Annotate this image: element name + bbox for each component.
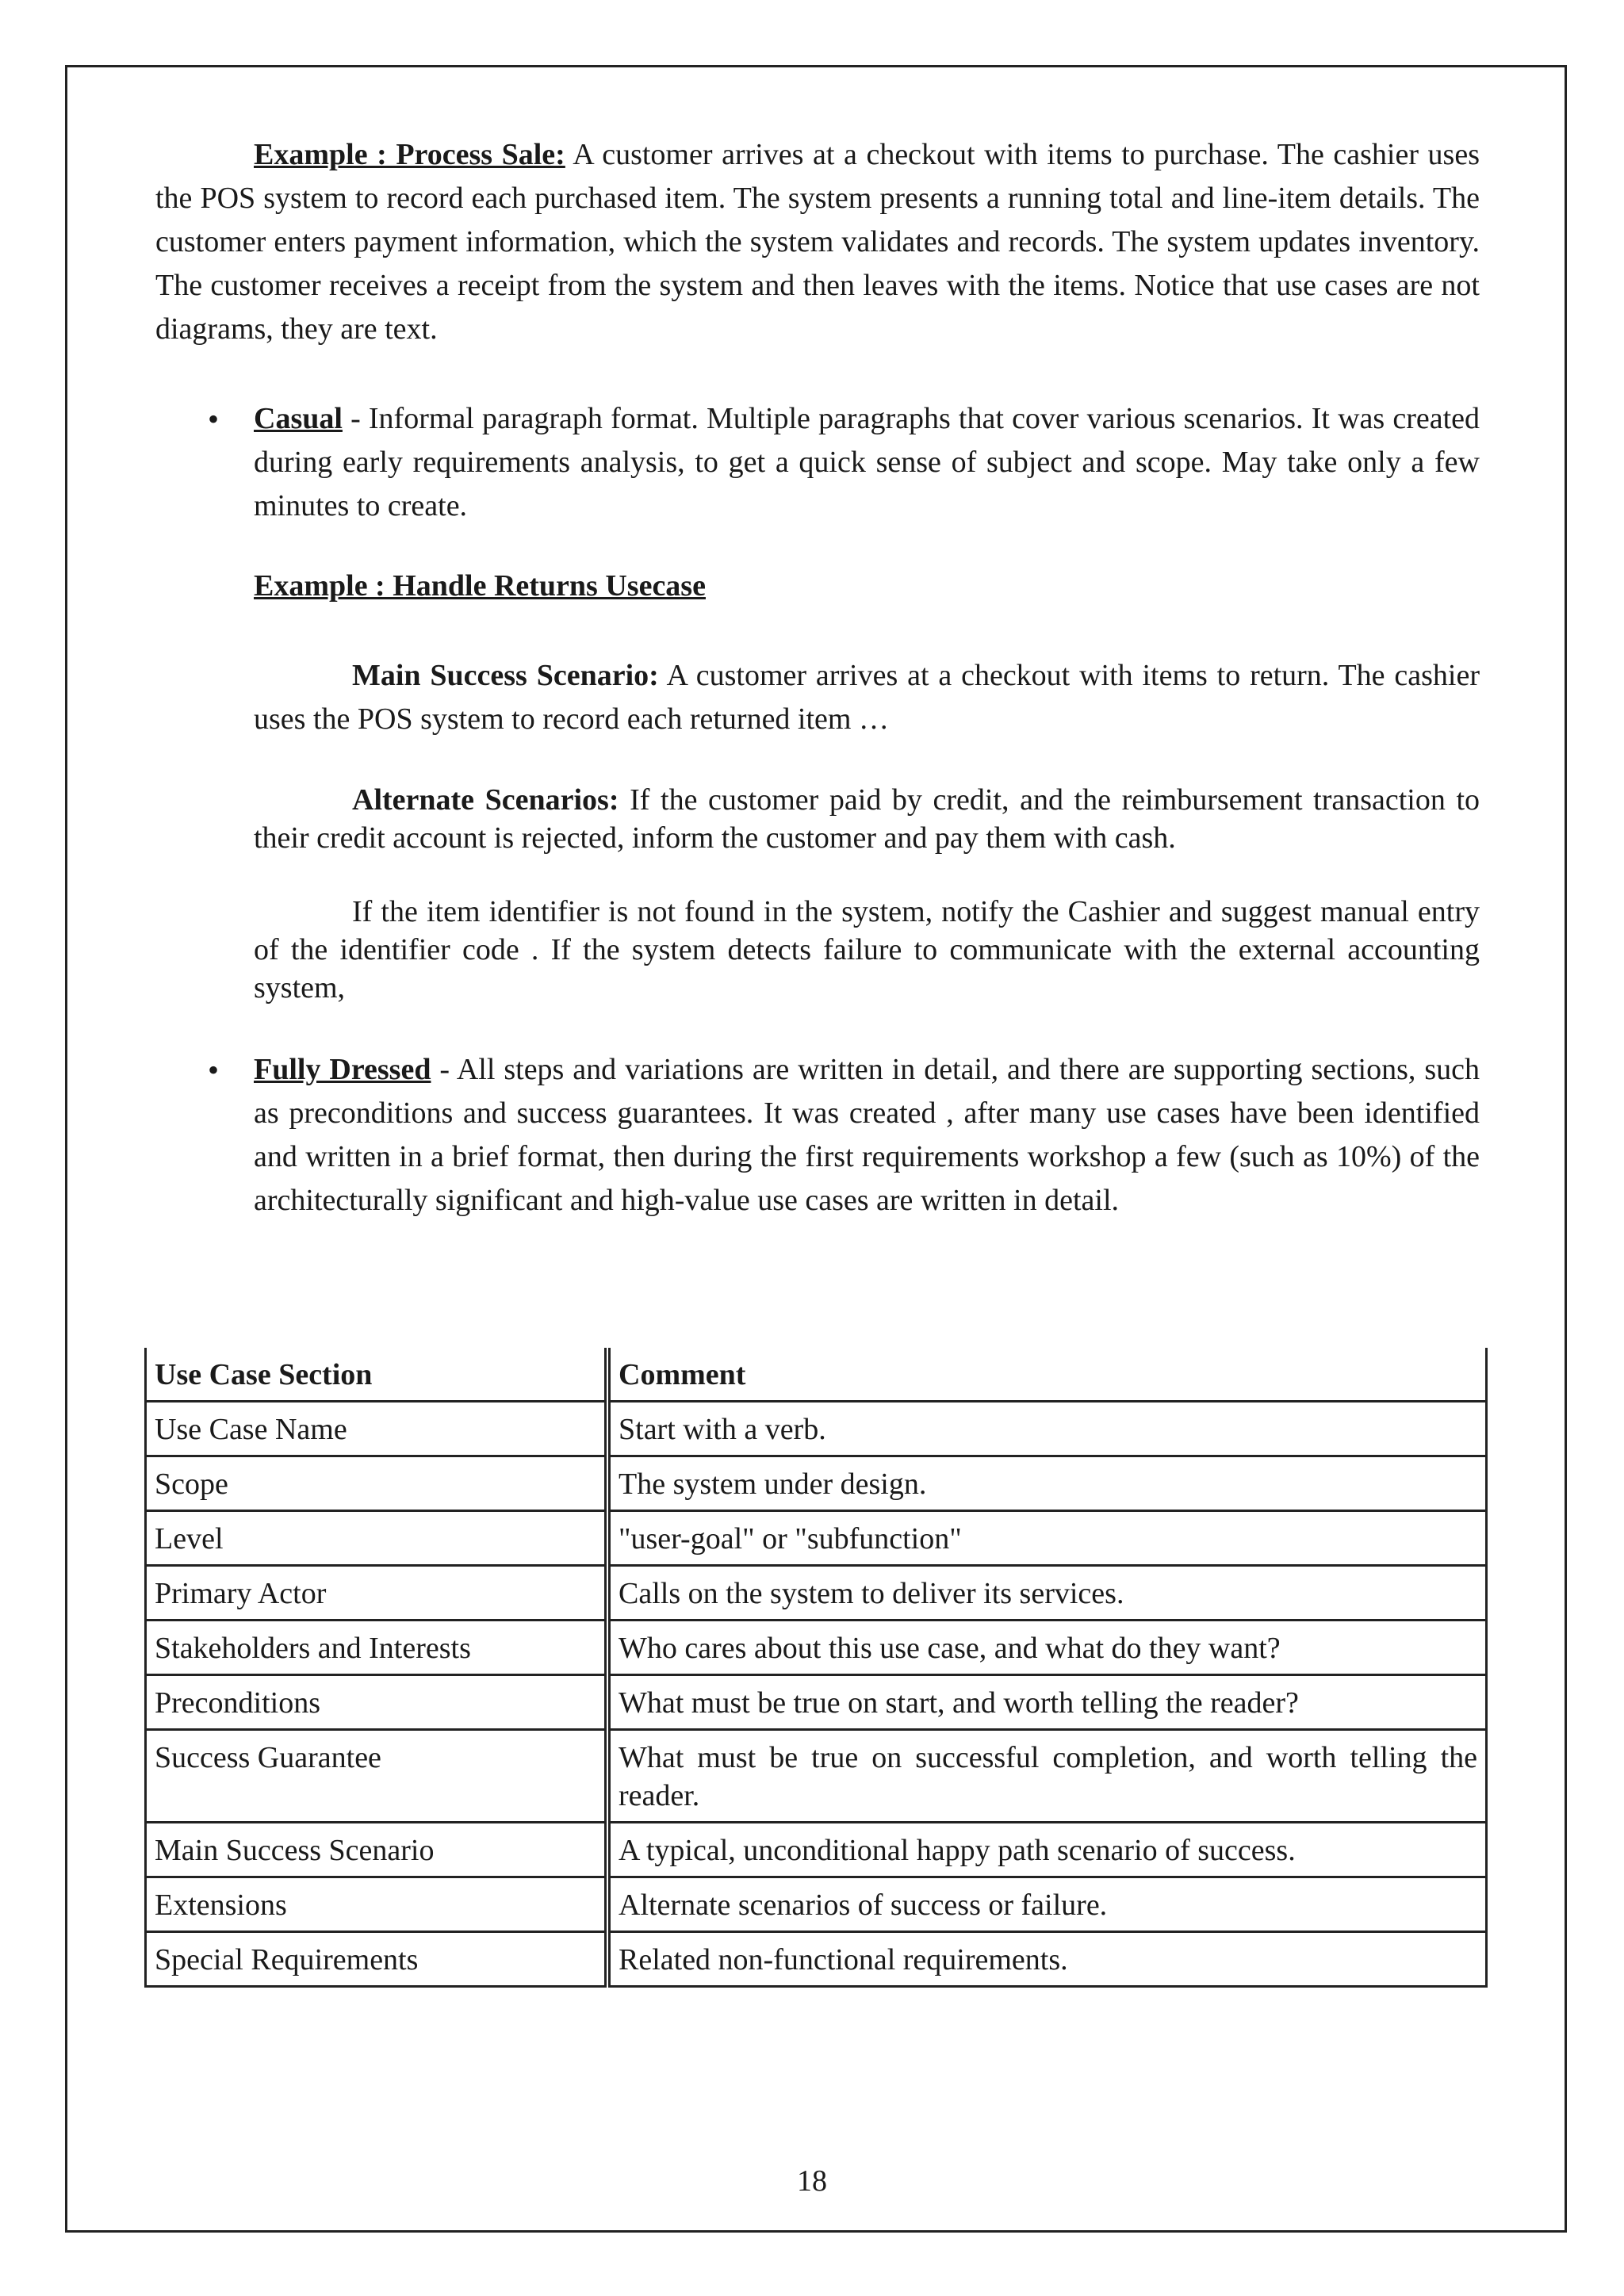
table-row bbox=[146, 1566, 1487, 1621]
alternate-scenarios-text: If the customer paid by credit, and the reimbursement transaction to their credit account is rejected, inform the customer and pay them with cash. bbox=[254, 783, 1480, 855]
table-cell-comment: Who cares about this use case, and what do they want? bbox=[607, 1621, 1487, 1675]
table-header-comment: Comment bbox=[607, 1348, 1487, 1402]
table-row bbox=[146, 1675, 1487, 1730]
table-cell-section: Use Case Name bbox=[146, 1402, 608, 1456]
casual-paragraph bbox=[254, 397, 1480, 528]
table-cell-section: Scope bbox=[146, 1456, 608, 1511]
fully-dressed-bullet: • bbox=[208, 1052, 220, 1088]
main-success-text: A customer arrives at a checkout with items to return. The cashier uses the POS system to record each returned item … bbox=[254, 659, 1480, 736]
use-case-sections-table bbox=[144, 1348, 1488, 1988]
page-number: 18 bbox=[797, 2164, 827, 2198]
casual-text: - Informal paragraph format. Multiple paragraphs that cover various scenarios. It was created during early requirements analysis, to get a quick sense of subject and scope. May take only a few minutes to create. bbox=[254, 402, 1480, 522]
fully-dressed-paragraph bbox=[254, 1048, 1480, 1223]
table-cell-section: Preconditions bbox=[146, 1675, 608, 1730]
table-cell-comment: A typical, unconditional happy path scenario of success. bbox=[607, 1823, 1487, 1877]
table-header-row bbox=[146, 1348, 1487, 1402]
fully-dressed-text: - All steps and variations are written in detail, and there are supporting sections, such as preconditions and success guarantees. It was created , after many use cases have been identified and written in a brief format, then during the first requirements workshop a few (such as 10%) of the architecturally significant and high-value use cases are written in detail. bbox=[254, 1053, 1480, 1217]
table-row bbox=[146, 1621, 1487, 1675]
table-cell-section: Level bbox=[146, 1511, 608, 1566]
table-row bbox=[146, 1932, 1487, 1987]
table-cell-section: Extensions bbox=[146, 1877, 608, 1932]
intro-label: Example : Process Sale: bbox=[254, 138, 565, 171]
table-cell-comment: What must be true on start, and worth telling the reader? bbox=[607, 1675, 1487, 1730]
table-cell-comment: Start with a verb. bbox=[607, 1402, 1487, 1456]
table-cell-section: Success Guarantee bbox=[146, 1730, 608, 1823]
table-row bbox=[146, 1456, 1487, 1511]
table-header-section: Use Case Section bbox=[146, 1348, 608, 1402]
table-cell-comment: Alternate scenarios of success or failure. bbox=[607, 1877, 1487, 1932]
alternate-scenarios-paragraph-2: If the item identifier is not found in the system, notify the Cashier and suggest manual entry of the identifier code . If the system detects failure to communicate with the external accounting system, bbox=[254, 895, 1480, 1004]
table-row bbox=[146, 1823, 1487, 1877]
table-cell-section: Stakeholders and Interests bbox=[146, 1621, 608, 1675]
table-row bbox=[146, 1511, 1487, 1566]
fully-dressed-label: Fully Dressed bbox=[254, 1053, 431, 1086]
table-cell-comment: Calls on the system to deliver its services. bbox=[607, 1566, 1487, 1621]
casual-bullet: • bbox=[208, 401, 220, 437]
handle-returns-heading: Example : Handle Returns Usecase bbox=[254, 569, 706, 603]
table-row bbox=[146, 1877, 1487, 1932]
table-cell-section: Special Requirements bbox=[146, 1932, 608, 1987]
main-success-paragraph bbox=[254, 654, 1480, 741]
table-cell-comment: "user-goal" or "subfunction" bbox=[607, 1511, 1487, 1566]
intro-text: A customer arrives at a checkout with items to purchase. The cashier uses the POS system to record each purchased item. The system presents a running total and line-item details. The customer enters payment information, which the system validates and records. The system updates inventory. The customer receives a receipt from the system and then leaves with the items. Notice that use cases are not diagrams, they are text. bbox=[155, 138, 1480, 346]
main-success-label: Main Success Scenario: bbox=[352, 659, 659, 692]
table-row bbox=[146, 1730, 1487, 1823]
table-cell-comment: Related non-functional requirements. bbox=[607, 1932, 1487, 1987]
table-row bbox=[146, 1402, 1487, 1456]
alternate-scenarios-paragraph bbox=[254, 781, 1480, 857]
alternate-scenarios-label: Alternate Scenarios: bbox=[352, 783, 619, 817]
casual-label: Casual bbox=[254, 402, 343, 435]
table-cell-section: Primary Actor bbox=[146, 1566, 608, 1621]
table-cell-comment: What must be true on successful completion, and worth telling the reader. bbox=[607, 1730, 1487, 1823]
table-cell-comment: The system under design. bbox=[607, 1456, 1487, 1511]
table-cell-section: Main Success Scenario bbox=[146, 1823, 608, 1877]
intro-paragraph bbox=[155, 133, 1480, 351]
